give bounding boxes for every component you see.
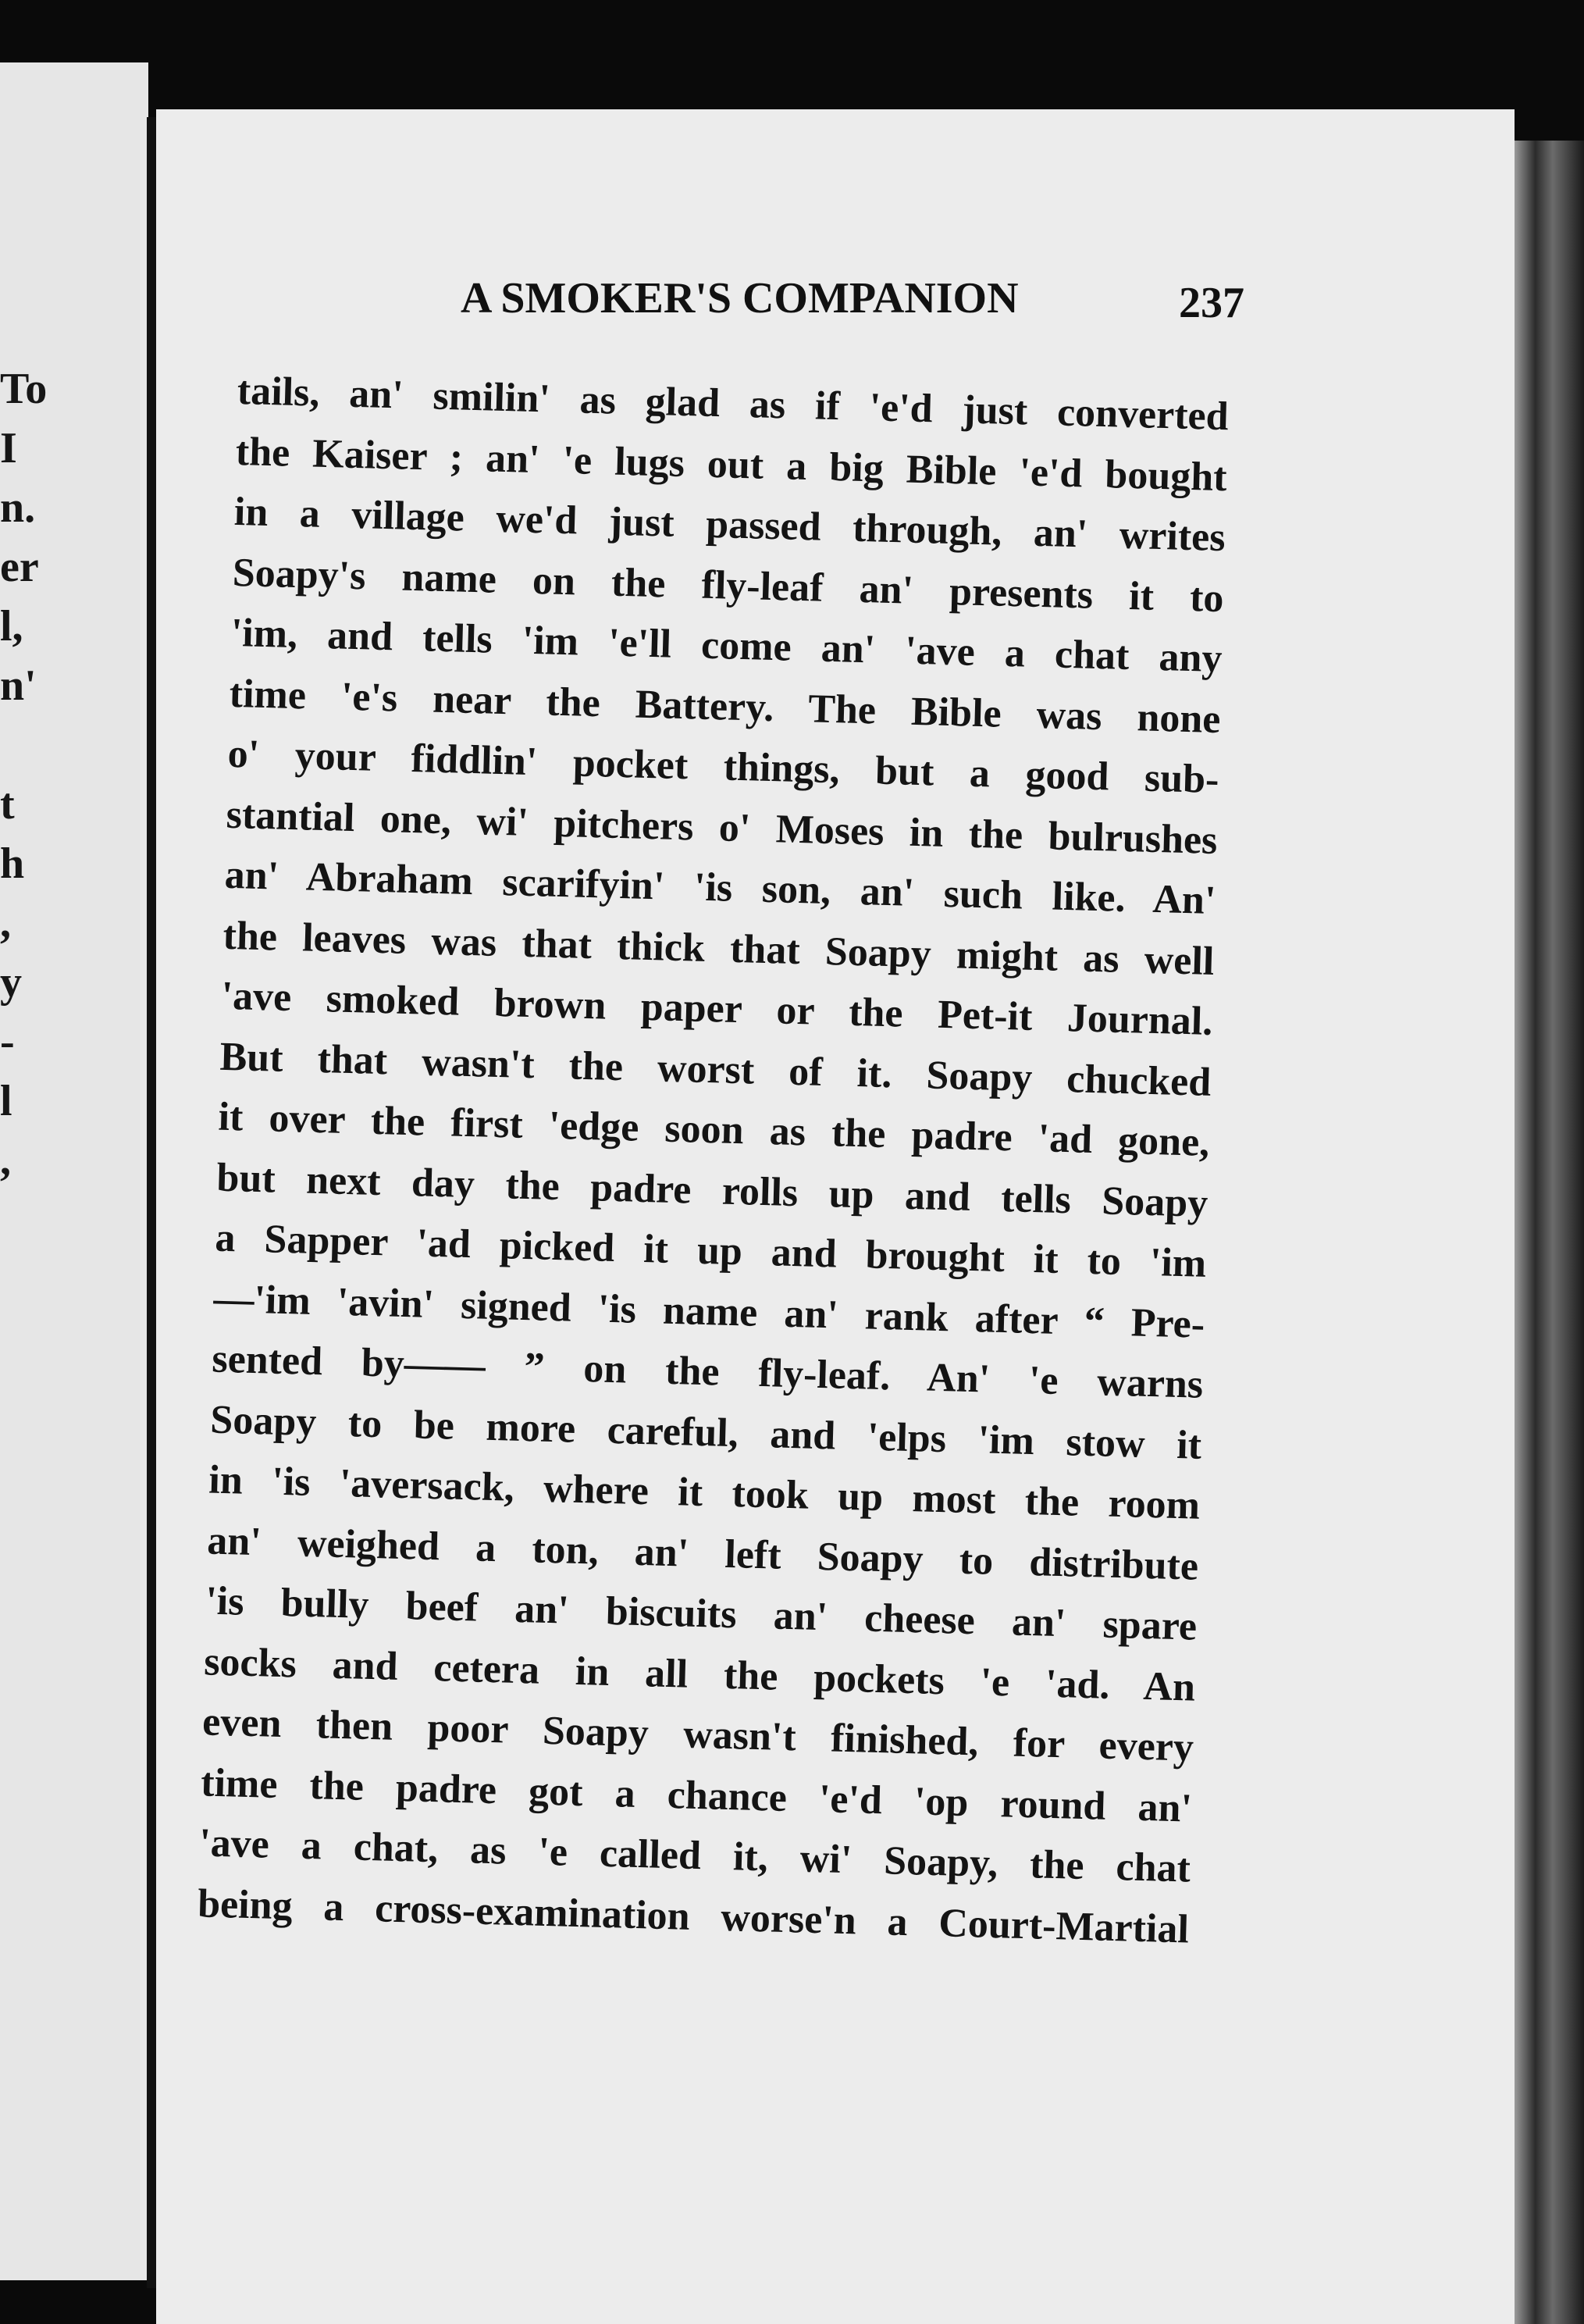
- text-line: Soapy's name on the fly-leaf an' presents it to: [232, 550, 1225, 621]
- text-line: stantial one, wi' pitchers o' Moses in the bulrushes: [226, 792, 1219, 863]
- left-page-margin-text: [0, 359, 47, 1190]
- text-line: but next day the padre rolls up and tells Soapy: [215, 1155, 1208, 1226]
- text-line: 'is bully beef an' biscuits an' cheese an' spare: [205, 1578, 1198, 1649]
- text-line: even then poor Soapy wasn't finished, for every: [201, 1699, 1194, 1770]
- margin-fragment: h: [0, 839, 25, 888]
- text-line: o' your fiddlin' pocket things, but a good sub-: [227, 731, 1220, 803]
- text-line: tails, an' smilin' as glad as if 'e'd just converted: [237, 368, 1230, 440]
- margin-fragment: t: [0, 780, 15, 829]
- text-line: in 'is 'aversack, where it took up most the room: [208, 1457, 1201, 1528]
- margin-fragment: n': [0, 661, 37, 710]
- text-line: But that wasn't the worst of it. Soapy chucked: [219, 1034, 1212, 1105]
- running-title: A SMOKER'S COMPANION: [461, 274, 1019, 323]
- margin-fragment: ,: [0, 899, 11, 947]
- text-line: time 'e's near the Battery. The Bible was none: [229, 671, 1222, 742]
- text-line: —'im 'avin' signed 'is name an' rank after “ Pre-: [212, 1276, 1205, 1347]
- margin-fragment: l,: [0, 602, 23, 651]
- text-line: an' weighed a ton, an' left Soapy to distribute: [206, 1517, 1199, 1589]
- text-line: 'ave smoked brown paper or the Pet-it Journal.: [220, 973, 1214, 1044]
- margin-fragment: I: [0, 424, 17, 472]
- text-line: in a village we'd just passed through, an' writes: [233, 489, 1226, 561]
- margin-fragment: er: [0, 543, 39, 591]
- text-line: 'ave a chat, as 'e called it, wi' Soapy, the chat: [198, 1820, 1191, 1891]
- margin-fragment: -: [0, 1018, 15, 1066]
- text-line: sented by—— ” on the fly-leaf. An' 'e warns: [211, 1336, 1204, 1407]
- page-number: 237: [1179, 279, 1244, 327]
- text-line: time the padre got a chance 'e'd 'op round an': [200, 1759, 1193, 1831]
- margin-fragment: [0, 715, 47, 775]
- text-line: the Kaiser ; an' 'e lugs out a big Bible 'e'd bought: [235, 429, 1228, 500]
- text-line: 'im, and tells 'im 'e'll come an' 'ave a chat any: [230, 610, 1223, 682]
- margin-fragment: n.: [0, 483, 36, 532]
- text-line: socks and cetera in all the pockets 'e 'ad. An: [203, 1638, 1196, 1710]
- margin-fragment: y: [0, 958, 22, 1007]
- margin-fragment: To: [0, 365, 47, 413]
- left-page-fragment: [0, 62, 148, 2280]
- text-line: Soapy to be more careful, and 'elps 'im stow it: [209, 1397, 1202, 1468]
- page-edge-shadow: [1515, 141, 1584, 2324]
- text-line: a Sapper 'ad picked it up and brought it to 'im: [214, 1215, 1207, 1286]
- text-line: it over the first 'edge soon as the padre 'ad gone,: [217, 1094, 1210, 1165]
- text-line: the leaves was that thick that Soapy might as well: [222, 913, 1216, 984]
- margin-fragment: ,: [0, 1136, 11, 1185]
- margin-fragment: l: [0, 1077, 12, 1125]
- text-line: being a cross-examination worse'n a Court-Martial: [197, 1880, 1190, 1952]
- page-body-text: [197, 361, 1229, 1960]
- text-line: an' Abraham scarifyin' 'is son, an' such like. An': [224, 852, 1217, 924]
